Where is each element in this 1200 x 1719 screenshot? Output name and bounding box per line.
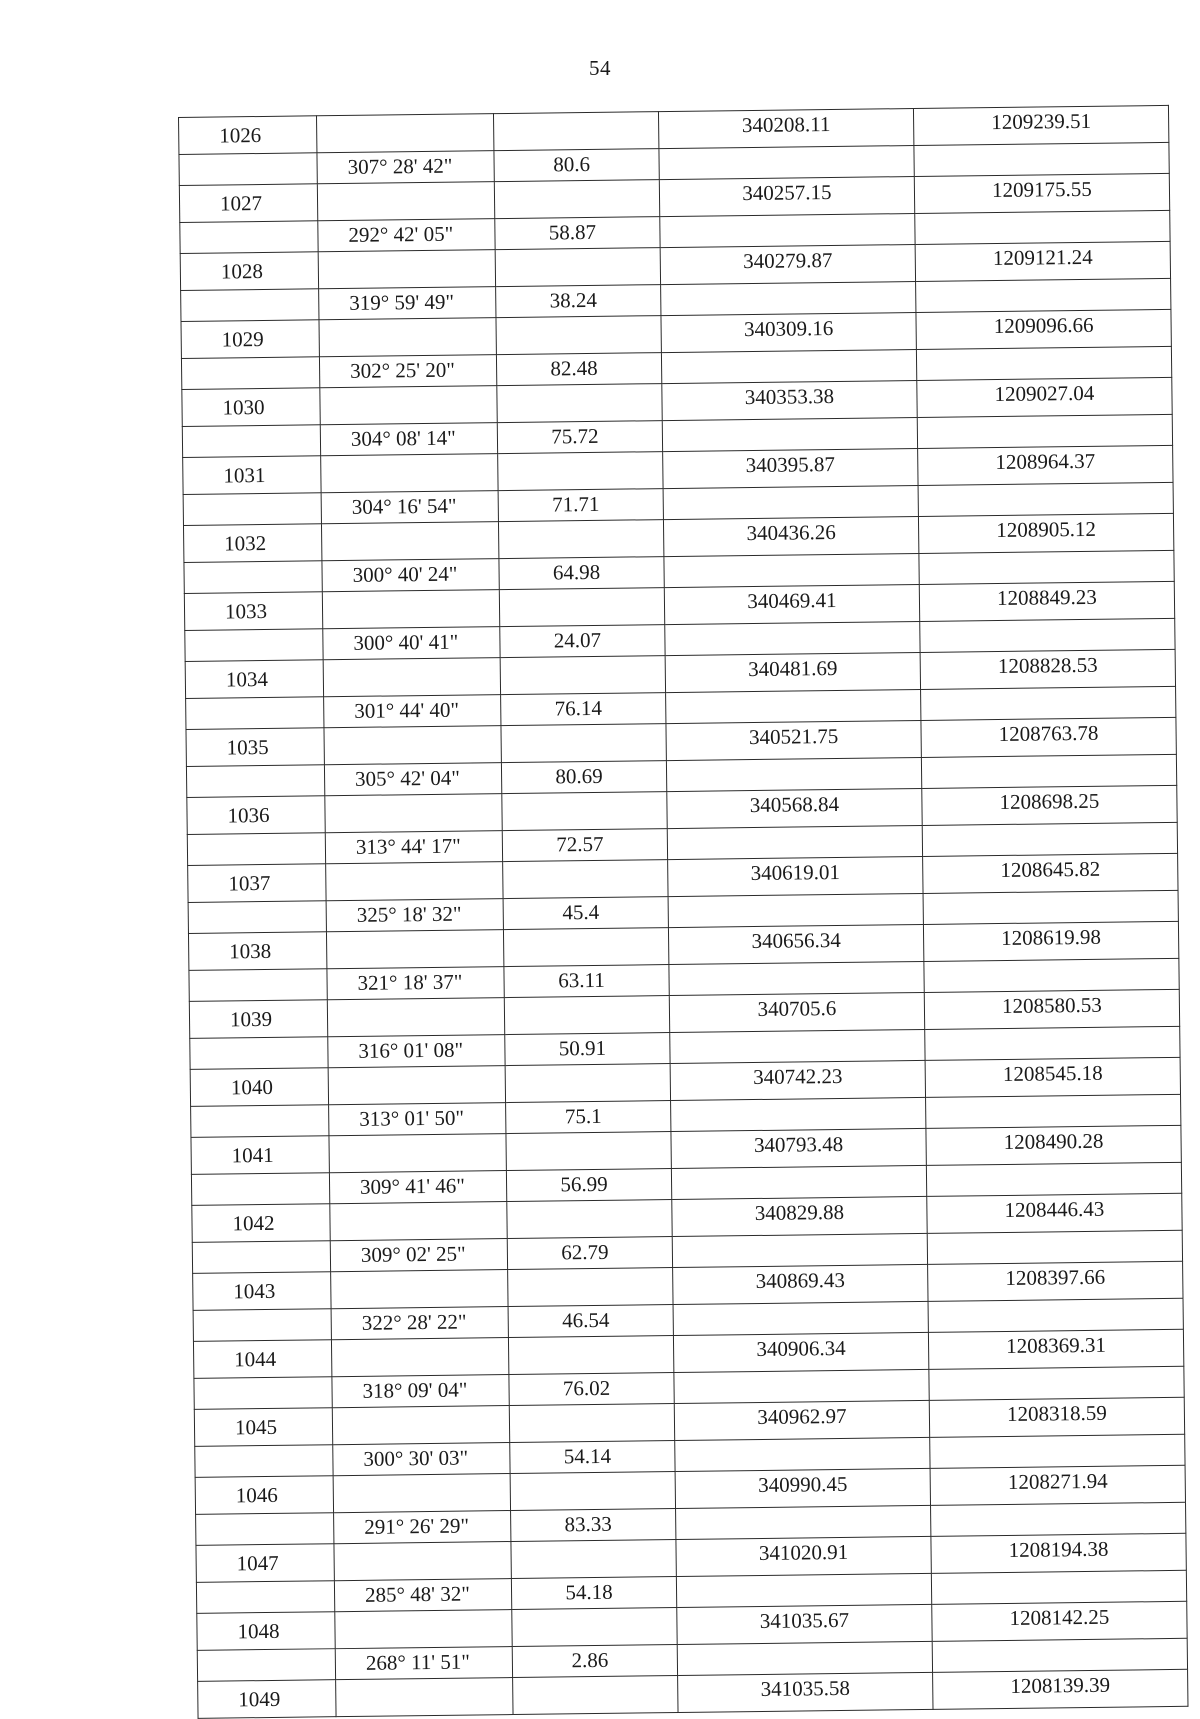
northing-value: 340705.6 <box>669 992 924 1032</box>
table-body <box>179 105 1188 1718</box>
station-id: 1031 <box>183 456 321 495</box>
distance-value: 58.87 <box>495 217 660 250</box>
empty-cell <box>325 794 502 833</box>
empty-cell <box>668 893 923 927</box>
empty-cell <box>659 146 914 180</box>
northing-value: 340990.45 <box>675 1468 930 1508</box>
empty-cell <box>329 1134 506 1173</box>
distance-value: 76.14 <box>501 693 666 726</box>
empty-cell <box>918 482 1173 516</box>
empty-cell <box>330 1202 507 1241</box>
northing-value: 340619.01 <box>668 856 923 896</box>
northing-value: 340436.26 <box>663 516 918 556</box>
bearing-value: 304° 08' 14" <box>320 423 497 456</box>
empty-cell <box>326 862 503 901</box>
bearing-value: 301° 44' 40" <box>324 695 501 728</box>
empty-cell <box>512 1608 677 1647</box>
bearing-value: 316° 01' 08" <box>328 1035 505 1068</box>
distance-value: 63.11 <box>504 965 669 998</box>
empty-cell <box>502 792 667 831</box>
empty-cell <box>926 1094 1181 1128</box>
empty-cell <box>923 890 1178 924</box>
empty-cell <box>931 1570 1186 1604</box>
empty-cell <box>183 493 321 526</box>
bearing-value: 285° 48' 32" <box>334 1579 511 1612</box>
bearing-value: 291° 26' 29" <box>334 1511 511 1544</box>
empty-cell <box>332 1406 509 1445</box>
northing-value: 340568.84 <box>667 788 922 828</box>
northing-value: 340829.88 <box>672 1196 927 1236</box>
station-id: 1045 <box>194 1408 332 1447</box>
distance-value: 82.48 <box>496 353 661 386</box>
distance-value: 80.6 <box>494 149 659 182</box>
bearing-value: 304° 16' 54" <box>321 491 498 524</box>
empty-cell <box>321 522 498 561</box>
empty-cell <box>660 214 915 248</box>
northing-value: 340395.87 <box>663 448 918 488</box>
distance-value: 76.02 <box>509 1373 674 1406</box>
distance-value: 56.99 <box>506 1169 671 1202</box>
empty-cell <box>916 346 1171 380</box>
northing-value: 340521.75 <box>666 720 921 760</box>
empty-cell <box>185 629 323 662</box>
empty-cell <box>186 697 324 730</box>
empty-cell <box>672 1233 927 1267</box>
empty-cell <box>331 1270 508 1309</box>
empty-cell <box>513 1676 678 1715</box>
easting-value: 1208446.43 <box>927 1193 1182 1233</box>
easting-value: 1208545.18 <box>925 1057 1180 1097</box>
empty-cell <box>503 928 668 967</box>
empty-cell <box>322 590 499 629</box>
easting-value: 1208139.39 <box>933 1669 1188 1709</box>
empty-cell <box>188 901 326 934</box>
empty-cell <box>320 386 497 425</box>
easting-value: 1209121.24 <box>915 241 1170 281</box>
empty-cell <box>496 316 661 355</box>
empty-cell <box>929 1366 1184 1400</box>
empty-cell <box>930 1434 1185 1468</box>
empty-cell <box>661 349 916 383</box>
easting-value: 1208905.12 <box>918 513 1173 553</box>
empty-cell <box>926 1162 1181 1196</box>
bearing-value: 309° 41' 46" <box>329 1171 506 1204</box>
bearing-value: 321° 18' 37" <box>327 967 504 1000</box>
station-id: 1048 <box>197 1612 335 1651</box>
empty-cell <box>190 1037 328 1070</box>
distance-value: 83.33 <box>511 1509 676 1542</box>
station-id: 1032 <box>183 524 321 563</box>
empty-cell <box>670 1029 925 1063</box>
northing-value: 340656.34 <box>668 924 923 964</box>
empty-cell <box>676 1505 931 1539</box>
easting-value: 1208142.25 <box>932 1601 1187 1641</box>
bearing-value: 292° 42' 05" <box>318 219 495 252</box>
easting-value: 1208698.25 <box>922 785 1177 825</box>
empty-cell <box>671 1097 926 1131</box>
station-id: 1041 <box>191 1136 329 1175</box>
northing-value: 340257.15 <box>659 177 914 217</box>
empty-cell <box>194 1377 332 1410</box>
easting-value: 1209239.51 <box>913 105 1168 145</box>
empty-cell <box>189 969 327 1002</box>
distance-value: 71.71 <box>498 489 663 522</box>
empty-cell <box>316 114 493 153</box>
empty-cell <box>506 1132 671 1171</box>
easting-value: 1208580.53 <box>924 989 1179 1029</box>
distance-value: 75.72 <box>497 421 662 454</box>
bearing-value: 307° 28' 42" <box>317 151 494 184</box>
empty-cell <box>195 1445 333 1478</box>
empty-cell <box>493 112 658 151</box>
empty-cell <box>664 553 919 587</box>
distance-value: 24.07 <box>500 625 665 658</box>
bearing-value: 322° 28' 22" <box>331 1307 508 1340</box>
empty-cell <box>920 618 1175 652</box>
empty-cell <box>931 1502 1186 1536</box>
empty-cell <box>677 1641 932 1675</box>
station-id: 1037 <box>188 864 326 903</box>
bearing-value: 325° 18' 32" <box>326 899 503 932</box>
empty-cell <box>501 724 666 763</box>
northing-value: 341020.91 <box>676 1536 931 1576</box>
station-id: 1049 <box>198 1680 336 1719</box>
empty-cell <box>497 384 662 423</box>
bearing-value: 300° 40' 24" <box>322 559 499 592</box>
survey-coordinates-table <box>178 105 1188 1719</box>
empty-cell <box>336 1678 513 1717</box>
empty-cell <box>675 1437 930 1471</box>
empty-cell <box>928 1298 1183 1332</box>
northing-value: 340793.48 <box>671 1128 926 1168</box>
empty-cell <box>196 1513 334 1546</box>
empty-cell <box>324 726 501 765</box>
station-id: 1033 <box>184 592 322 631</box>
empty-cell <box>508 1268 673 1307</box>
station-id: 1027 <box>179 184 317 223</box>
empty-cell <box>499 588 664 627</box>
empty-cell <box>503 860 668 899</box>
station-id: 1030 <box>182 388 320 427</box>
empty-cell <box>661 282 916 316</box>
northing-value: 340742.23 <box>670 1060 925 1100</box>
empty-cell <box>505 1064 670 1103</box>
empty-cell <box>179 153 317 186</box>
empty-cell <box>494 180 659 219</box>
empty-cell <box>187 833 325 866</box>
distance-value: 54.14 <box>510 1441 675 1474</box>
empty-cell <box>674 1369 929 1403</box>
distance-value: 62.79 <box>507 1237 672 1270</box>
easting-value: 1208194.38 <box>931 1533 1186 1573</box>
northing-value: 340962.97 <box>674 1400 929 1440</box>
empty-cell <box>917 414 1172 448</box>
empty-cell <box>914 142 1169 176</box>
bearing-value: 268° 11' 51" <box>335 1647 512 1680</box>
empty-cell <box>921 686 1176 720</box>
station-id: 1042 <box>192 1204 330 1243</box>
empty-cell <box>915 210 1170 244</box>
station-id: 1038 <box>188 932 326 971</box>
distance-value: 64.98 <box>499 557 664 590</box>
empty-cell <box>932 1638 1187 1672</box>
distance-value: 2.86 <box>512 1645 677 1678</box>
station-id: 1029 <box>181 320 319 359</box>
empty-cell <box>508 1336 673 1375</box>
empty-cell <box>662 417 917 451</box>
easting-value: 1209027.04 <box>917 377 1172 417</box>
easting-value: 1208271.94 <box>930 1465 1185 1505</box>
empty-cell <box>180 221 318 254</box>
empty-cell <box>495 248 660 287</box>
easting-value: 1209175.55 <box>914 173 1169 213</box>
northing-value: 340481.69 <box>665 652 920 692</box>
station-id: 1046 <box>195 1476 333 1515</box>
bearing-value: 313° 44' 17" <box>325 831 502 864</box>
easting-value: 1208619.98 <box>923 921 1178 961</box>
easting-value: 1208645.82 <box>923 853 1178 893</box>
empty-cell <box>327 998 504 1037</box>
northing-value: 340208.11 <box>658 109 913 149</box>
empty-cell <box>334 1542 511 1581</box>
empty-cell <box>666 757 921 791</box>
empty-cell <box>335 1610 512 1649</box>
easting-value: 1208964.37 <box>918 445 1173 485</box>
empty-cell <box>669 961 924 995</box>
empty-cell <box>328 1066 505 1105</box>
easting-value: 1208397.66 <box>928 1261 1183 1301</box>
easting-value: 1208318.59 <box>929 1397 1184 1437</box>
northing-value: 341035.58 <box>678 1672 933 1712</box>
station-id: 1035 <box>186 728 324 767</box>
empty-cell <box>500 656 665 695</box>
distance-value: 45.4 <box>503 897 668 930</box>
empty-cell <box>318 250 495 289</box>
empty-cell <box>665 621 920 655</box>
easting-value: 1208849.23 <box>919 581 1174 621</box>
empty-cell <box>925 1026 1180 1060</box>
empty-cell <box>196 1581 334 1614</box>
station-id: 1028 <box>180 252 318 291</box>
station-id: 1036 <box>187 796 325 835</box>
empty-cell <box>326 930 503 969</box>
northing-value: 340353.38 <box>662 380 917 420</box>
bearing-value: 313° 01' 50" <box>329 1103 506 1136</box>
empty-cell <box>509 1404 674 1443</box>
empty-cell <box>676 1573 931 1607</box>
empty-cell <box>498 452 663 491</box>
station-id: 1039 <box>189 1000 327 1039</box>
empty-cell <box>323 658 500 697</box>
empty-cell <box>197 1649 335 1682</box>
empty-cell <box>922 822 1177 856</box>
empty-cell <box>504 996 669 1035</box>
northing-value: 340469.41 <box>664 584 919 624</box>
bearing-value: 300° 40' 41" <box>323 627 500 660</box>
empty-cell <box>507 1200 672 1239</box>
empty-cell <box>916 278 1171 312</box>
empty-cell <box>498 520 663 559</box>
empty-cell <box>667 825 922 859</box>
station-id: 1043 <box>193 1272 331 1311</box>
empty-cell <box>182 425 320 458</box>
station-id: 1047 <box>196 1544 334 1583</box>
empty-cell <box>193 1309 331 1342</box>
distance-value: 80.69 <box>501 761 666 794</box>
empty-cell <box>919 550 1174 584</box>
empty-cell <box>191 1173 329 1206</box>
station-id: 1044 <box>193 1340 331 1379</box>
empty-cell <box>666 689 921 723</box>
northing-value: 341035.67 <box>677 1604 932 1644</box>
easting-value: 1208490.28 <box>926 1125 1181 1165</box>
bearing-value: 319° 59' 49" <box>319 287 496 320</box>
empty-cell <box>317 182 494 221</box>
distance-value: 54.18 <box>511 1577 676 1610</box>
bearing-value: 318° 09' 04" <box>332 1375 509 1408</box>
page-number: 54 <box>589 56 611 80</box>
station-id: 1026 <box>179 116 317 155</box>
bearing-value: 300° 30' 03" <box>333 1443 510 1476</box>
northing-value: 340869.43 <box>673 1264 928 1304</box>
empty-cell <box>924 958 1179 992</box>
distance-value: 38.24 <box>496 285 661 318</box>
station-id: 1034 <box>185 660 323 699</box>
northing-value: 340279.87 <box>660 245 915 285</box>
empty-cell <box>511 1540 676 1579</box>
easting-value: 1208763.78 <box>921 717 1176 757</box>
empty-cell <box>921 754 1176 788</box>
distance-value: 50.91 <box>505 1033 670 1066</box>
empty-cell <box>181 357 319 390</box>
station-id: 1040 <box>190 1068 328 1107</box>
empty-cell <box>181 289 319 322</box>
empty-cell <box>333 1474 510 1513</box>
bearing-value: 302° 25' 20" <box>319 355 496 388</box>
easting-value: 1209096.66 <box>916 309 1171 349</box>
empty-cell <box>331 1338 508 1377</box>
empty-cell <box>663 485 918 519</box>
empty-cell <box>192 1241 330 1274</box>
easting-value: 1208828.53 <box>920 649 1175 689</box>
bearing-value: 305° 42' 04" <box>324 763 501 796</box>
easting-value: 1208369.31 <box>928 1329 1183 1369</box>
bearing-value: 309° 02' 25" <box>330 1239 507 1272</box>
empty-cell <box>184 561 322 594</box>
empty-cell <box>321 454 498 493</box>
northing-value: 340309.16 <box>661 312 916 352</box>
empty-cell <box>319 318 496 357</box>
empty-cell <box>927 1230 1182 1264</box>
distance-value: 72.57 <box>502 829 667 862</box>
empty-cell <box>673 1301 928 1335</box>
empty-cell <box>191 1105 329 1138</box>
empty-cell <box>186 765 324 798</box>
distance-value: 75.1 <box>506 1101 671 1134</box>
empty-cell <box>671 1165 926 1199</box>
distance-value: 46.54 <box>508 1305 673 1338</box>
northing-value: 340906.34 <box>673 1332 928 1372</box>
empty-cell <box>510 1472 675 1511</box>
